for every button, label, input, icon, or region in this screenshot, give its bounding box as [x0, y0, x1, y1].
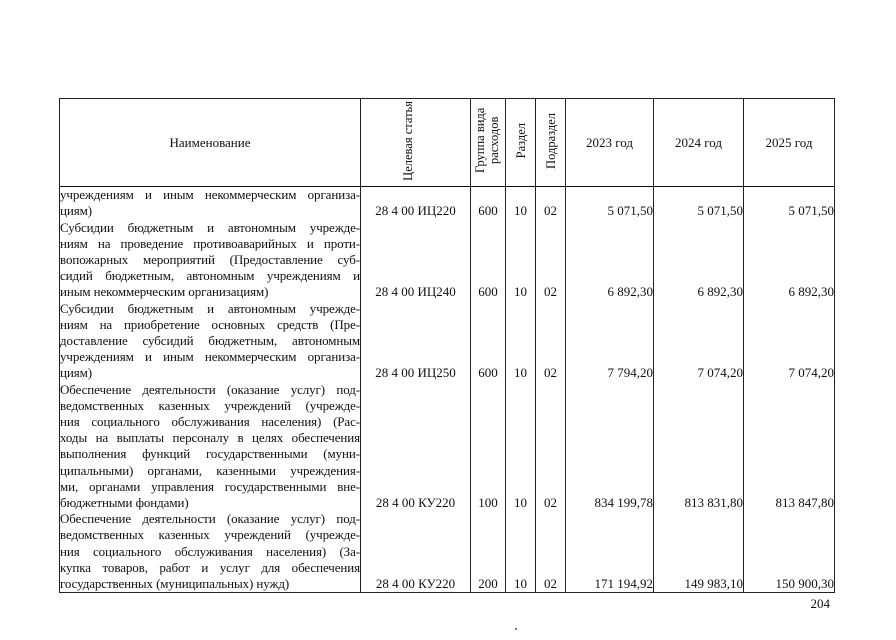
- row-name-line: ходы на выплаты персоналу в целях обеспечения: [60, 430, 360, 446]
- row-2025: 6 892,30: [744, 220, 835, 301]
- header-name: Наименование: [60, 99, 361, 187]
- row-name-line: купка товаров, работ и услуг для обеспечения: [60, 559, 360, 575]
- row-name: [60, 382, 361, 512]
- table-row: [60, 301, 835, 382]
- table-row: [60, 382, 835, 512]
- row-2024: 813 831,80: [654, 382, 744, 512]
- row-name-line: ми, органами управления государственными вне-: [60, 478, 360, 494]
- row-name-line: государственных (муниципальных) нужд): [60, 576, 290, 592]
- row-2024: 7 074,20: [654, 301, 744, 382]
- row-name-line: ния социального обслуживания населения) (За-: [60, 543, 360, 559]
- table-row: [60, 220, 835, 301]
- table-row: [60, 187, 835, 220]
- table-row: [60, 511, 835, 593]
- row-name-line: Субсидии бюджетным и автономным учрежде-: [60, 300, 360, 316]
- row-2024: 6 892,30: [654, 220, 744, 301]
- row-2025: 813 847,80: [744, 382, 835, 512]
- row-group: 200: [471, 511, 506, 593]
- row-2023: 7 794,20: [566, 301, 654, 382]
- header-section: Раздел: [506, 99, 536, 187]
- row-group: 600: [471, 187, 506, 220]
- row-name-line: циям): [60, 365, 92, 381]
- budget-table: [59, 98, 835, 593]
- row-subsection: 02: [536, 187, 566, 220]
- row-name: [60, 301, 361, 382]
- row-2024: 5 071,50: [654, 187, 744, 220]
- row-2025: 150 900,30: [744, 511, 835, 593]
- row-name-line: сидий бюджетным, автономным учреждениям и: [60, 268, 360, 284]
- row-name-line: Обеспечение деятельности (оказание услуг) под-: [60, 511, 360, 527]
- row-name-line: вопожарных мероприятий (Предоставление суб-: [60, 252, 360, 268]
- row-2025: 7 074,20: [744, 301, 835, 382]
- row-2023: 834 199,78: [566, 382, 654, 512]
- row-article: 28 4 00 КУ220: [361, 382, 471, 512]
- header-2023: 2023 год: [566, 99, 654, 187]
- row-article: 28 4 00 КУ220: [361, 511, 471, 593]
- row-2023: 6 892,30: [566, 220, 654, 301]
- table-header-row: [60, 99, 835, 187]
- header-2024: 2024 год: [654, 99, 744, 187]
- row-section: 10: [506, 382, 536, 512]
- row-name-line: ведомственных казенных учреждений (учрежде-: [60, 397, 360, 413]
- row-name-line: Субсидии бюджетным и автономным учрежде-: [60, 219, 360, 235]
- row-name-line: ведомственных казенных учреждений (учрежде-: [60, 527, 360, 543]
- header-group: Группа вида расходов: [471, 99, 506, 187]
- row-2025: 5 071,50: [744, 187, 835, 220]
- scan-speck: [515, 628, 517, 630]
- row-name-line: выполнения функций государственными (муни-: [60, 446, 360, 462]
- row-name-line: доставление субсидий бюджетным, автономным: [60, 333, 360, 349]
- row-2023: 5 071,50: [566, 187, 654, 220]
- row-name: [60, 220, 361, 301]
- row-group: 600: [471, 301, 506, 382]
- row-article: 28 4 00 ИЦ220: [361, 187, 471, 220]
- header-2025: 2025 год: [744, 99, 835, 187]
- row-subsection: 02: [536, 220, 566, 301]
- row-group: 600: [471, 220, 506, 301]
- row-name: [60, 187, 361, 220]
- row-name-line: бюджетными фондами): [60, 495, 189, 511]
- page-number: 204: [810, 596, 830, 611]
- row-subsection: 02: [536, 301, 566, 382]
- row-name-line: ниям на приобретение основных средств (Пре-: [60, 316, 360, 332]
- row-name-line: учреждениям и иным некоммерческим организа-: [60, 349, 360, 365]
- row-group: 100: [471, 382, 506, 512]
- row-name-line: ципальными) органами, казенными учреждения-: [60, 462, 360, 478]
- row-name-line: учреждениям и иным некоммерческим организа-: [60, 187, 360, 203]
- row-section: 10: [506, 187, 536, 220]
- row-subsection: 02: [536, 382, 566, 512]
- row-section: 10: [506, 220, 536, 301]
- header-article: Целевая статья: [361, 99, 471, 187]
- row-name-line: Обеспечение деятельности (оказание услуг) под-: [60, 381, 360, 397]
- row-2024: 149 983,10: [654, 511, 744, 593]
- row-name-line: циям): [60, 203, 92, 219]
- row-subsection: 02: [536, 511, 566, 593]
- row-name-line: иным некоммерческим организациям): [60, 284, 269, 300]
- row-name: [60, 511, 361, 593]
- row-article: 28 4 00 ИЦ250: [361, 301, 471, 382]
- row-2023: 171 194,92: [566, 511, 654, 593]
- row-section: 10: [506, 301, 536, 382]
- header-subsection: Подраздел: [536, 99, 566, 187]
- row-name-line: ниям на проведение противоаварийных и проти-: [60, 235, 360, 251]
- row-name-line: ния социального обслуживания населения) (Рас-: [60, 414, 360, 430]
- row-section: 10: [506, 511, 536, 593]
- row-article: 28 4 00 ИЦ240: [361, 220, 471, 301]
